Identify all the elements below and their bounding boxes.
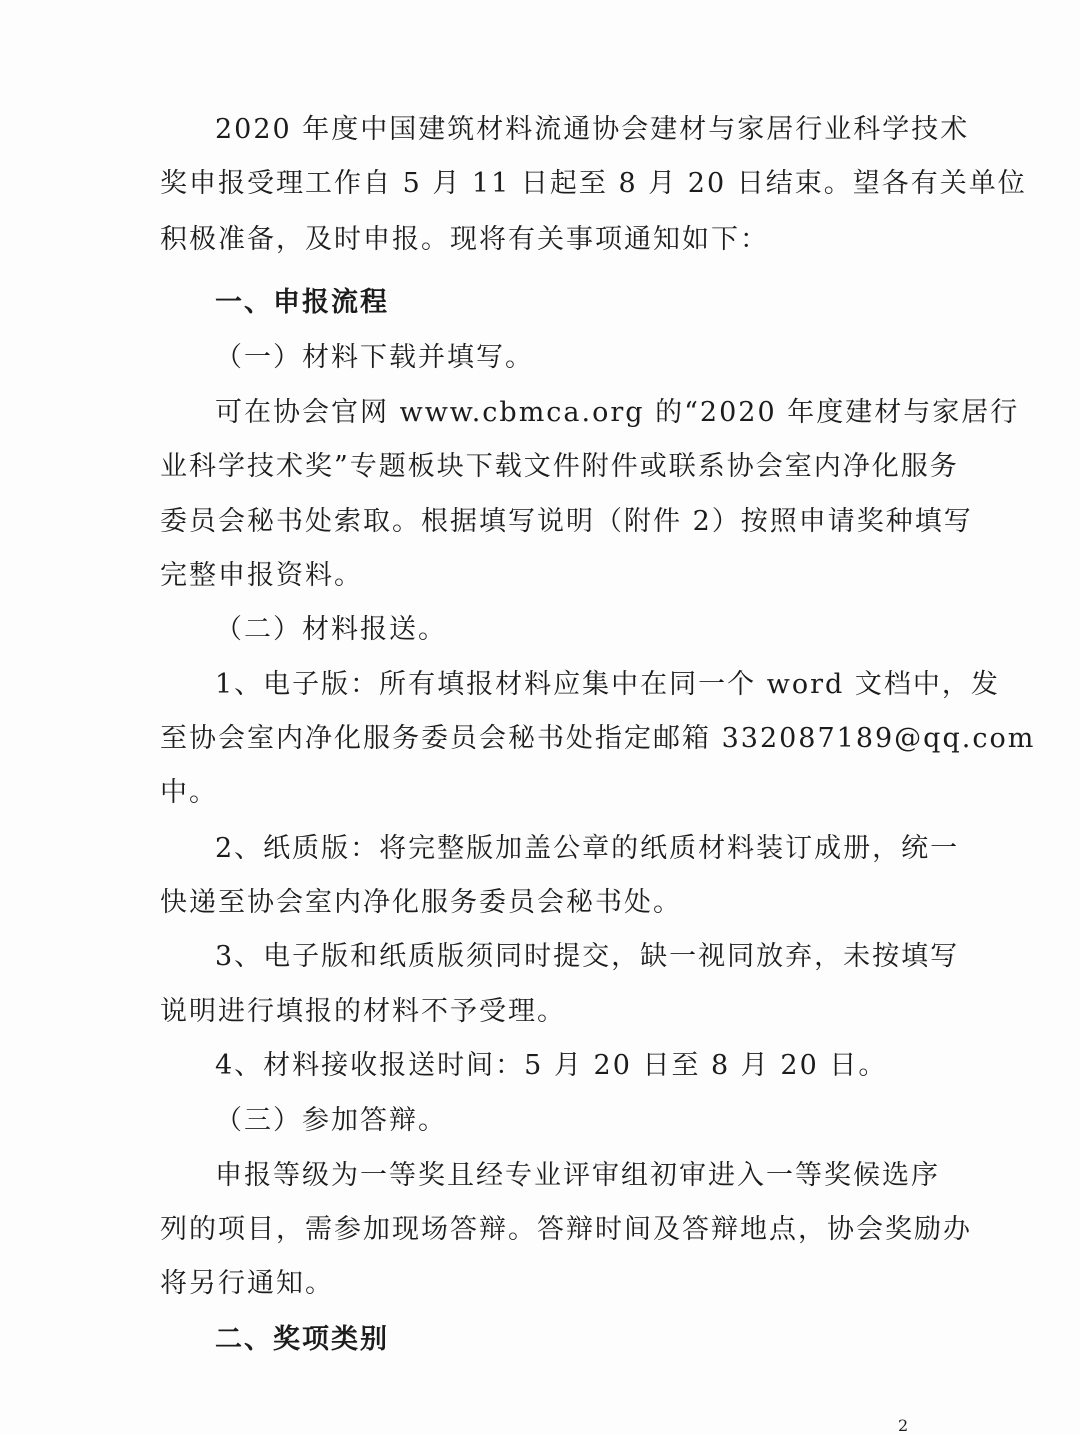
- paragraph-line: 列的项目，需参加现场答辩。答辩时间及答辩地点，协会奖励办: [160, 1214, 972, 1245]
- paragraph-line: 2、纸质版：将完整版加盖公章的纸质材料装订成册，统一: [215, 833, 960, 864]
- paragraph-line: 4、材料接收报送时间：5 月 20 日至 8 月 20 日。: [215, 1050, 888, 1081]
- intro-line-1: 2020 年度中国建筑材料流通协会建材与家居行业科学技术: [215, 114, 970, 145]
- paragraph-line: 委员会秘书处索取。根据填写说明（附件 2）按照申请奖种填写: [160, 506, 973, 537]
- paragraph-line: 至协会室内净化服务委员会秘书处指定邮箱 332087189@qq.com: [160, 723, 1036, 754]
- paragraph-line: 将另行通知。: [160, 1268, 334, 1299]
- paragraph-line: 中。: [160, 777, 218, 808]
- paragraph-line: 可在协会官网 www.cbmca.org 的“2020 年度建材与家居行: [215, 397, 1020, 428]
- section-heading-1: 一、申报流程: [215, 287, 389, 318]
- paragraph-line: 快递至协会室内净化服务委员会秘书处。: [160, 887, 682, 918]
- subsection-heading-3: （三）参加答辩。: [215, 1105, 447, 1136]
- paragraph-line: 业科学技术奖”专题板块下载文件附件或联系协会室内净化服务: [160, 451, 959, 482]
- page-number: 2: [898, 1416, 909, 1435]
- intro-line-2: 奖申报受理工作自 5 月 11 日起至 8 月 20 日结束。望各有关单位: [160, 168, 1027, 199]
- intro-line-3: 积极准备，及时申报。现将有关事项通知如下：: [160, 224, 769, 255]
- paragraph-line: 申报等级为一等奖且经专业评审组初审进入一等奖候选序: [215, 1160, 940, 1191]
- section-heading-2: 二、奖项类别: [215, 1324, 389, 1355]
- paragraph-line: 完整申报资料。: [160, 560, 363, 591]
- paragraph-line: 1、电子版：所有填报材料应集中在同一个 word 文档中，发: [215, 669, 1000, 700]
- subsection-heading-2: （二）材料报送。: [215, 614, 447, 645]
- paragraph-line: 说明进行填报的材料不予受理。: [160, 996, 566, 1027]
- subsection-heading-1: （一）材料下载并填写。: [215, 342, 534, 373]
- paragraph-line: 3、电子版和纸质版须同时提交，缺一视同放弃，未按填写: [215, 941, 960, 972]
